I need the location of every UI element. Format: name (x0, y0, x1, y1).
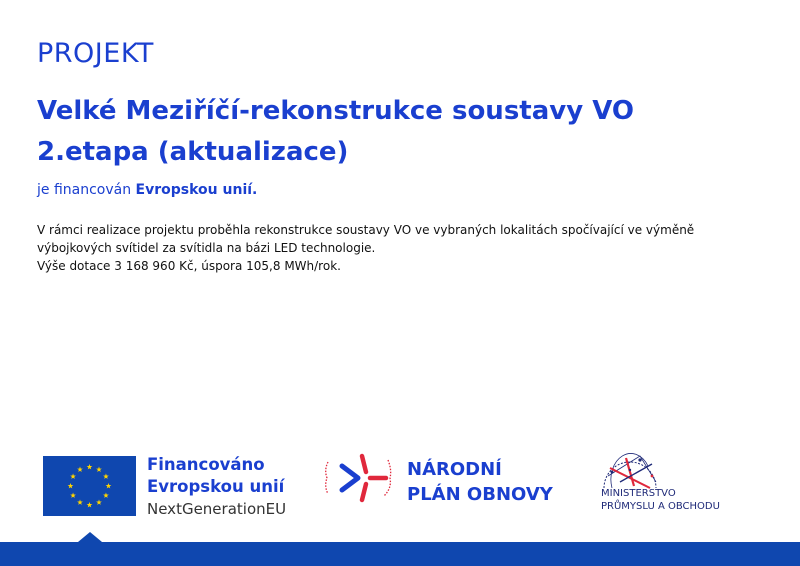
eu-star-icon (70, 493, 76, 498)
funding-emphasis: Evropskou unií. (135, 182, 258, 198)
eu-star-icon (96, 499, 102, 504)
mpo-logo-line-2: PRŮMYSLU A OBCHODU (601, 501, 720, 512)
eu-star-icon (87, 464, 93, 469)
mpo-logo-line-1: MINISTERSTVO (601, 488, 676, 499)
mpo-logo-text (601, 487, 720, 513)
eu-star-icon (68, 483, 74, 488)
eu-logo-line-3: NextGenerationEU (147, 500, 287, 518)
description-line-3: Výše dotace 3 168 960 Kč, úspora 105,8 MWh/rok. (37, 259, 341, 273)
bottom-bar (0, 542, 800, 566)
bottom-bar-notch (78, 532, 102, 542)
eu-star-icon (96, 467, 102, 472)
description-line-1: V rámci realizace projektu proběhla rekonstrukce soustavy VO ve vybraných lokalitách spočívající ve výměně (37, 223, 695, 237)
project-title (37, 91, 777, 173)
project-title-line-2: 2.etapa (aktualizace) (37, 137, 349, 167)
funding-statement (37, 182, 257, 198)
description-line-2: výbojkových svítidel za svítidla na bázi LED technologie. (37, 241, 376, 255)
eu-star-icon (70, 474, 76, 479)
eu-funding-logo-text (147, 454, 286, 520)
project-description (37, 221, 767, 275)
funding-prefix: je financován (37, 182, 136, 198)
eu-star-icon (77, 467, 83, 472)
eu-star-icon (87, 502, 93, 507)
eu-star-icon (106, 483, 112, 488)
eu-star-icon (103, 474, 109, 479)
eu-flag-icon (43, 456, 136, 516)
npo-logo-line-2: PLÁN OBNOVY (407, 484, 553, 505)
eu-star-icon (77, 499, 83, 504)
npo-logo-line-1: NÁRODNÍ (407, 459, 502, 480)
npo-logo-text (407, 457, 553, 507)
npo-logo-icon (322, 452, 394, 504)
project-label: PROJEKT (37, 38, 154, 69)
eu-logo-line-1: Financováno (147, 455, 265, 474)
eu-star-icon (103, 493, 109, 498)
project-title-line-1: Velké Meziříčí-rekonstrukce soustavy VO (37, 96, 634, 126)
eu-logo-line-2: Evropskou unií (147, 477, 285, 496)
